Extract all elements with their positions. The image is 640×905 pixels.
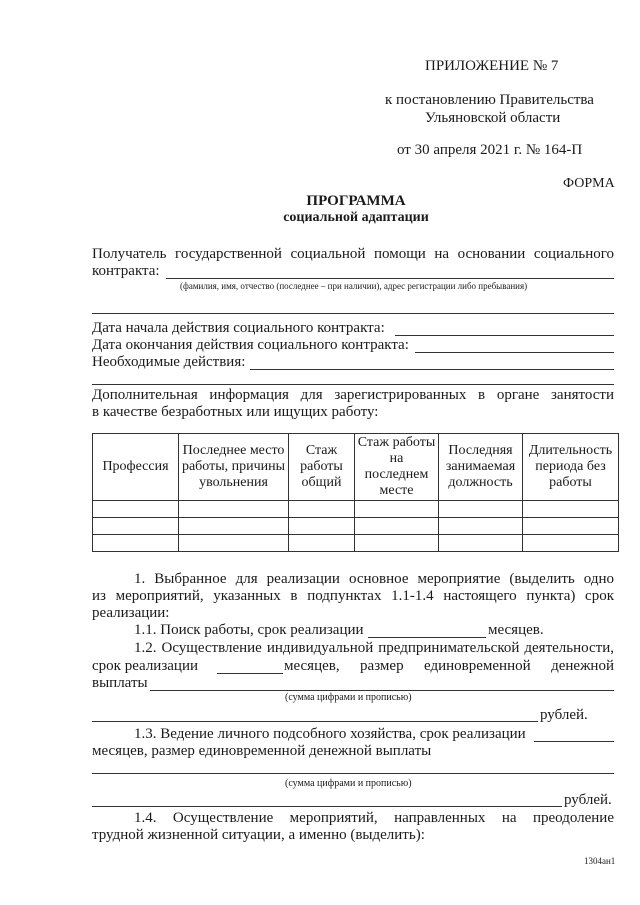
actions-field[interactable] (250, 369, 614, 370)
column-header-total-experience: Стаж работы общий (289, 434, 355, 501)
column-header-last-position: Последняя занимаемая должность (439, 434, 523, 501)
table-cell[interactable] (355, 501, 439, 518)
table-cell[interactable] (179, 518, 289, 535)
table-row (93, 501, 619, 518)
table-cell[interactable] (289, 501, 355, 518)
item-1-2-payment-word: выплаты (92, 675, 148, 691)
table-cell[interactable] (289, 518, 355, 535)
item-1-3-payment-label: месяцев, размер единовременной денежной выплаты (92, 743, 432, 759)
program-title: ПРОГРАММА (306, 193, 406, 209)
item-1-2-payment-field-line-2[interactable] (92, 721, 538, 722)
recipient-field-line-2[interactable] (92, 313, 614, 314)
table-cell[interactable] (355, 535, 439, 552)
document-code: 1304ан1 (584, 856, 616, 866)
item-1-4-line-1: 1.4. Осуществление мероприятий, направленных на преодоление (134, 810, 614, 826)
table-header-row (93, 434, 619, 501)
column-header-last-workplace: Последнее место работы, причины увольнения (179, 434, 289, 501)
additional-line-1: Дополнительная информация для зарегистрированных в органе занятости (92, 387, 614, 403)
table-row (93, 518, 619, 535)
item-1-3-label: 1.3. Ведение личного подсобного хозяйства, срок реализации (134, 726, 526, 742)
table-cell[interactable] (439, 501, 523, 518)
resolution-line-2: Ульяновской области (425, 110, 561, 126)
table-cell[interactable] (93, 535, 179, 552)
table-cell[interactable] (523, 518, 619, 535)
table-row (93, 535, 619, 552)
table-cell[interactable] (179, 535, 289, 552)
additional-line-2: в качестве безработных или ищущих работу: (92, 404, 379, 420)
table-cell[interactable] (179, 501, 289, 518)
item-1-2-payment-label: месяцев, размер единовременной денежной (284, 658, 614, 674)
item-1-3-payment-field-line-2[interactable] (92, 806, 562, 807)
section1-line-3: реализации: (92, 605, 170, 621)
contract-start-field[interactable] (395, 335, 614, 336)
item-1-2-line-1: 1.2. Осуществление индивидуальной предпринимательской деятельности, (134, 640, 614, 656)
table-cell[interactable] (93, 501, 179, 518)
item-1-4-line-2: трудной жизненной ситуации, а именно (выделить): (92, 827, 425, 843)
resolution-line-1: к постановлению Правительства (385, 92, 594, 108)
column-header-profession: Профессия (93, 434, 179, 501)
recipient-field[interactable] (166, 278, 614, 279)
item-1-1-label: 1.1. Поиск работы, срок реализации (134, 622, 364, 638)
item-1-2-term-label: срок реализации (92, 658, 199, 674)
appendix-number: ПРИЛОЖЕНИЕ № 7 (425, 58, 559, 74)
recipient-hint: (фамилия, имя, отчество (последнее – при наличии), адрес регистрации либо пребывания) (180, 281, 528, 291)
item-1-1-term-field[interactable] (368, 637, 486, 638)
table-cell[interactable] (355, 518, 439, 535)
recipient-label: контракта: (92, 263, 160, 279)
contract-end-field[interactable] (415, 352, 614, 353)
table-cell[interactable] (523, 535, 619, 552)
actions-label: Необходимые действия: (92, 354, 246, 370)
actions-field-line-2[interactable] (92, 384, 614, 385)
item-1-3-payment-field[interactable] (92, 773, 614, 774)
contract-end-label: Дата окончания действия социального контракта: (92, 337, 409, 353)
form-label: ФОРМА (563, 176, 615, 191)
contract-start-label: Дата начала действия социального контракта: (92, 320, 385, 336)
column-header-last-place-experience: Стаж работы на последнем месте (355, 434, 439, 501)
table-cell[interactable] (439, 518, 523, 535)
item-1-2-payment-field[interactable] (150, 690, 614, 691)
section1-line-1: 1. Выбранное для реализации основное мероприятие (выделить одно (134, 571, 614, 587)
column-header-unemployment-duration: Длительность периода без работы (523, 434, 619, 501)
table-cell[interactable] (439, 535, 523, 552)
section1-line-2: из мероприятий, указанных в подпунктах 1.1-1.4 настоящего пункта) срок (92, 588, 614, 604)
item-1-1-months: месяцев. (488, 622, 544, 638)
resolution-date: от 30 апреля 2021 г. № 164-П (397, 142, 583, 158)
item-1-2-term-field[interactable] (217, 673, 283, 674)
sum-hint-2: (сумма цифрами и прописью) (285, 778, 412, 789)
item-1-3-term-field[interactable] (534, 741, 614, 742)
recipient-line-1: Получатель государственной социальной помощи на основании социального (92, 246, 614, 262)
program-subtitle: социальной адаптации (283, 210, 429, 225)
rubles-label: рублей. (540, 707, 588, 723)
table-cell[interactable] (93, 518, 179, 535)
sum-hint: (сумма цифрами и прописью) (285, 692, 412, 703)
rubles-label-2: рублей. (564, 792, 612, 808)
employment-table (92, 433, 619, 552)
table-cell[interactable] (523, 501, 619, 518)
table-cell[interactable] (289, 535, 355, 552)
